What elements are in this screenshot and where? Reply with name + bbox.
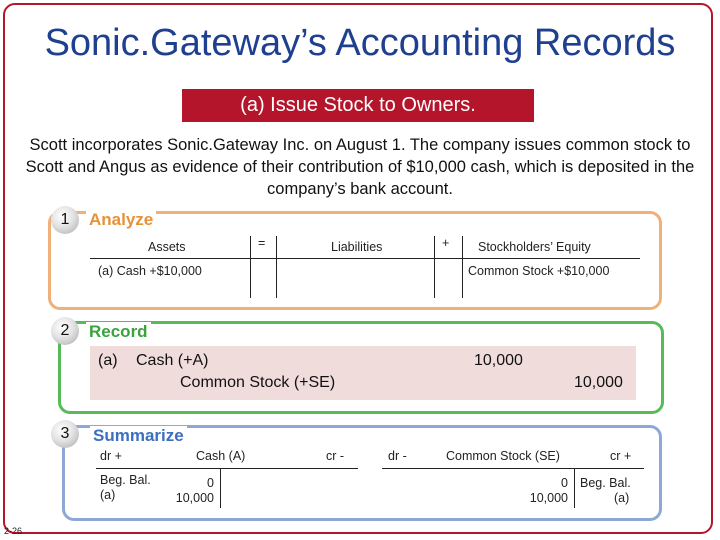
transaction-description: Scott incorporates Sonic.Gateway Inc. on August 1. The company issues common stock to Scott and Angus as evidence of their contribution of $10,000 cash, which is deposited in the company’s bank account. (25, 136, 695, 198)
step-1-number: 1 (51, 206, 79, 234)
cash-debit-side-label: dr + (100, 449, 122, 463)
cash-entry-ref: (a) (100, 488, 116, 502)
equity-entry: Common Stock +$10,000 (468, 264, 610, 278)
step-3-number: 3 (51, 420, 79, 448)
analyze-heading: Analyze (86, 210, 156, 230)
stock-t-account-top (382, 468, 644, 469)
analyze-divider-2 (276, 236, 277, 298)
liabilities-header: Liabilities (331, 240, 383, 254)
record-heading: Record (86, 322, 151, 342)
section-label: (a) Issue Stock to Owners. (182, 89, 534, 122)
cash-credit-side-label: cr - (326, 449, 345, 463)
analyze-divider-1 (250, 236, 251, 298)
analyze-divider-3 (434, 236, 435, 298)
plus-sign: + (442, 236, 450, 250)
assets-header: Assets (148, 240, 186, 254)
debit-account: Cash (+A) (136, 352, 209, 369)
debit-amount: 10,000 (474, 352, 523, 369)
credit-amount: 10,000 (574, 374, 623, 391)
stock-beg-bal-value: 0 (561, 476, 568, 490)
credit-account: Common Stock (+SE) (180, 374, 336, 391)
stock-entry-ref: (a) (614, 491, 630, 505)
stock-account-title: Common Stock (SE) (446, 449, 560, 463)
stock-credit-side-label: cr + (610, 449, 632, 463)
assets-entry: (a) Cash +$10,000 (98, 264, 202, 278)
cash-entry-value: 10,000 (175, 491, 214, 505)
cash-t-account-top (96, 468, 358, 469)
slide-title: Sonic.Gateway’s Accounting Records (44, 22, 676, 64)
cash-beg-bal-label: Beg. Bal. (100, 473, 151, 487)
page-number: 2-26 (4, 526, 23, 536)
step-2-number: 2 (51, 317, 79, 345)
cash-t-account-stem (220, 468, 221, 508)
stock-entry-value: 10,000 (529, 491, 568, 505)
cash-account-title: Cash (A) (196, 449, 246, 463)
analyze-header-line (90, 258, 640, 259)
analyze-divider-4 (462, 236, 463, 298)
equity-header: Stockholders’ Equity (478, 240, 591, 254)
stock-beg-bal-label: Beg. Bal. (580, 476, 631, 490)
journal-ref: (a) (98, 352, 118, 369)
equals-sign: = (258, 236, 266, 250)
cash-beg-bal-value: 0 (207, 476, 214, 490)
stock-t-account-stem (574, 468, 575, 508)
stock-debit-side-label: dr - (388, 449, 407, 463)
summarize-heading: Summarize (90, 426, 187, 446)
